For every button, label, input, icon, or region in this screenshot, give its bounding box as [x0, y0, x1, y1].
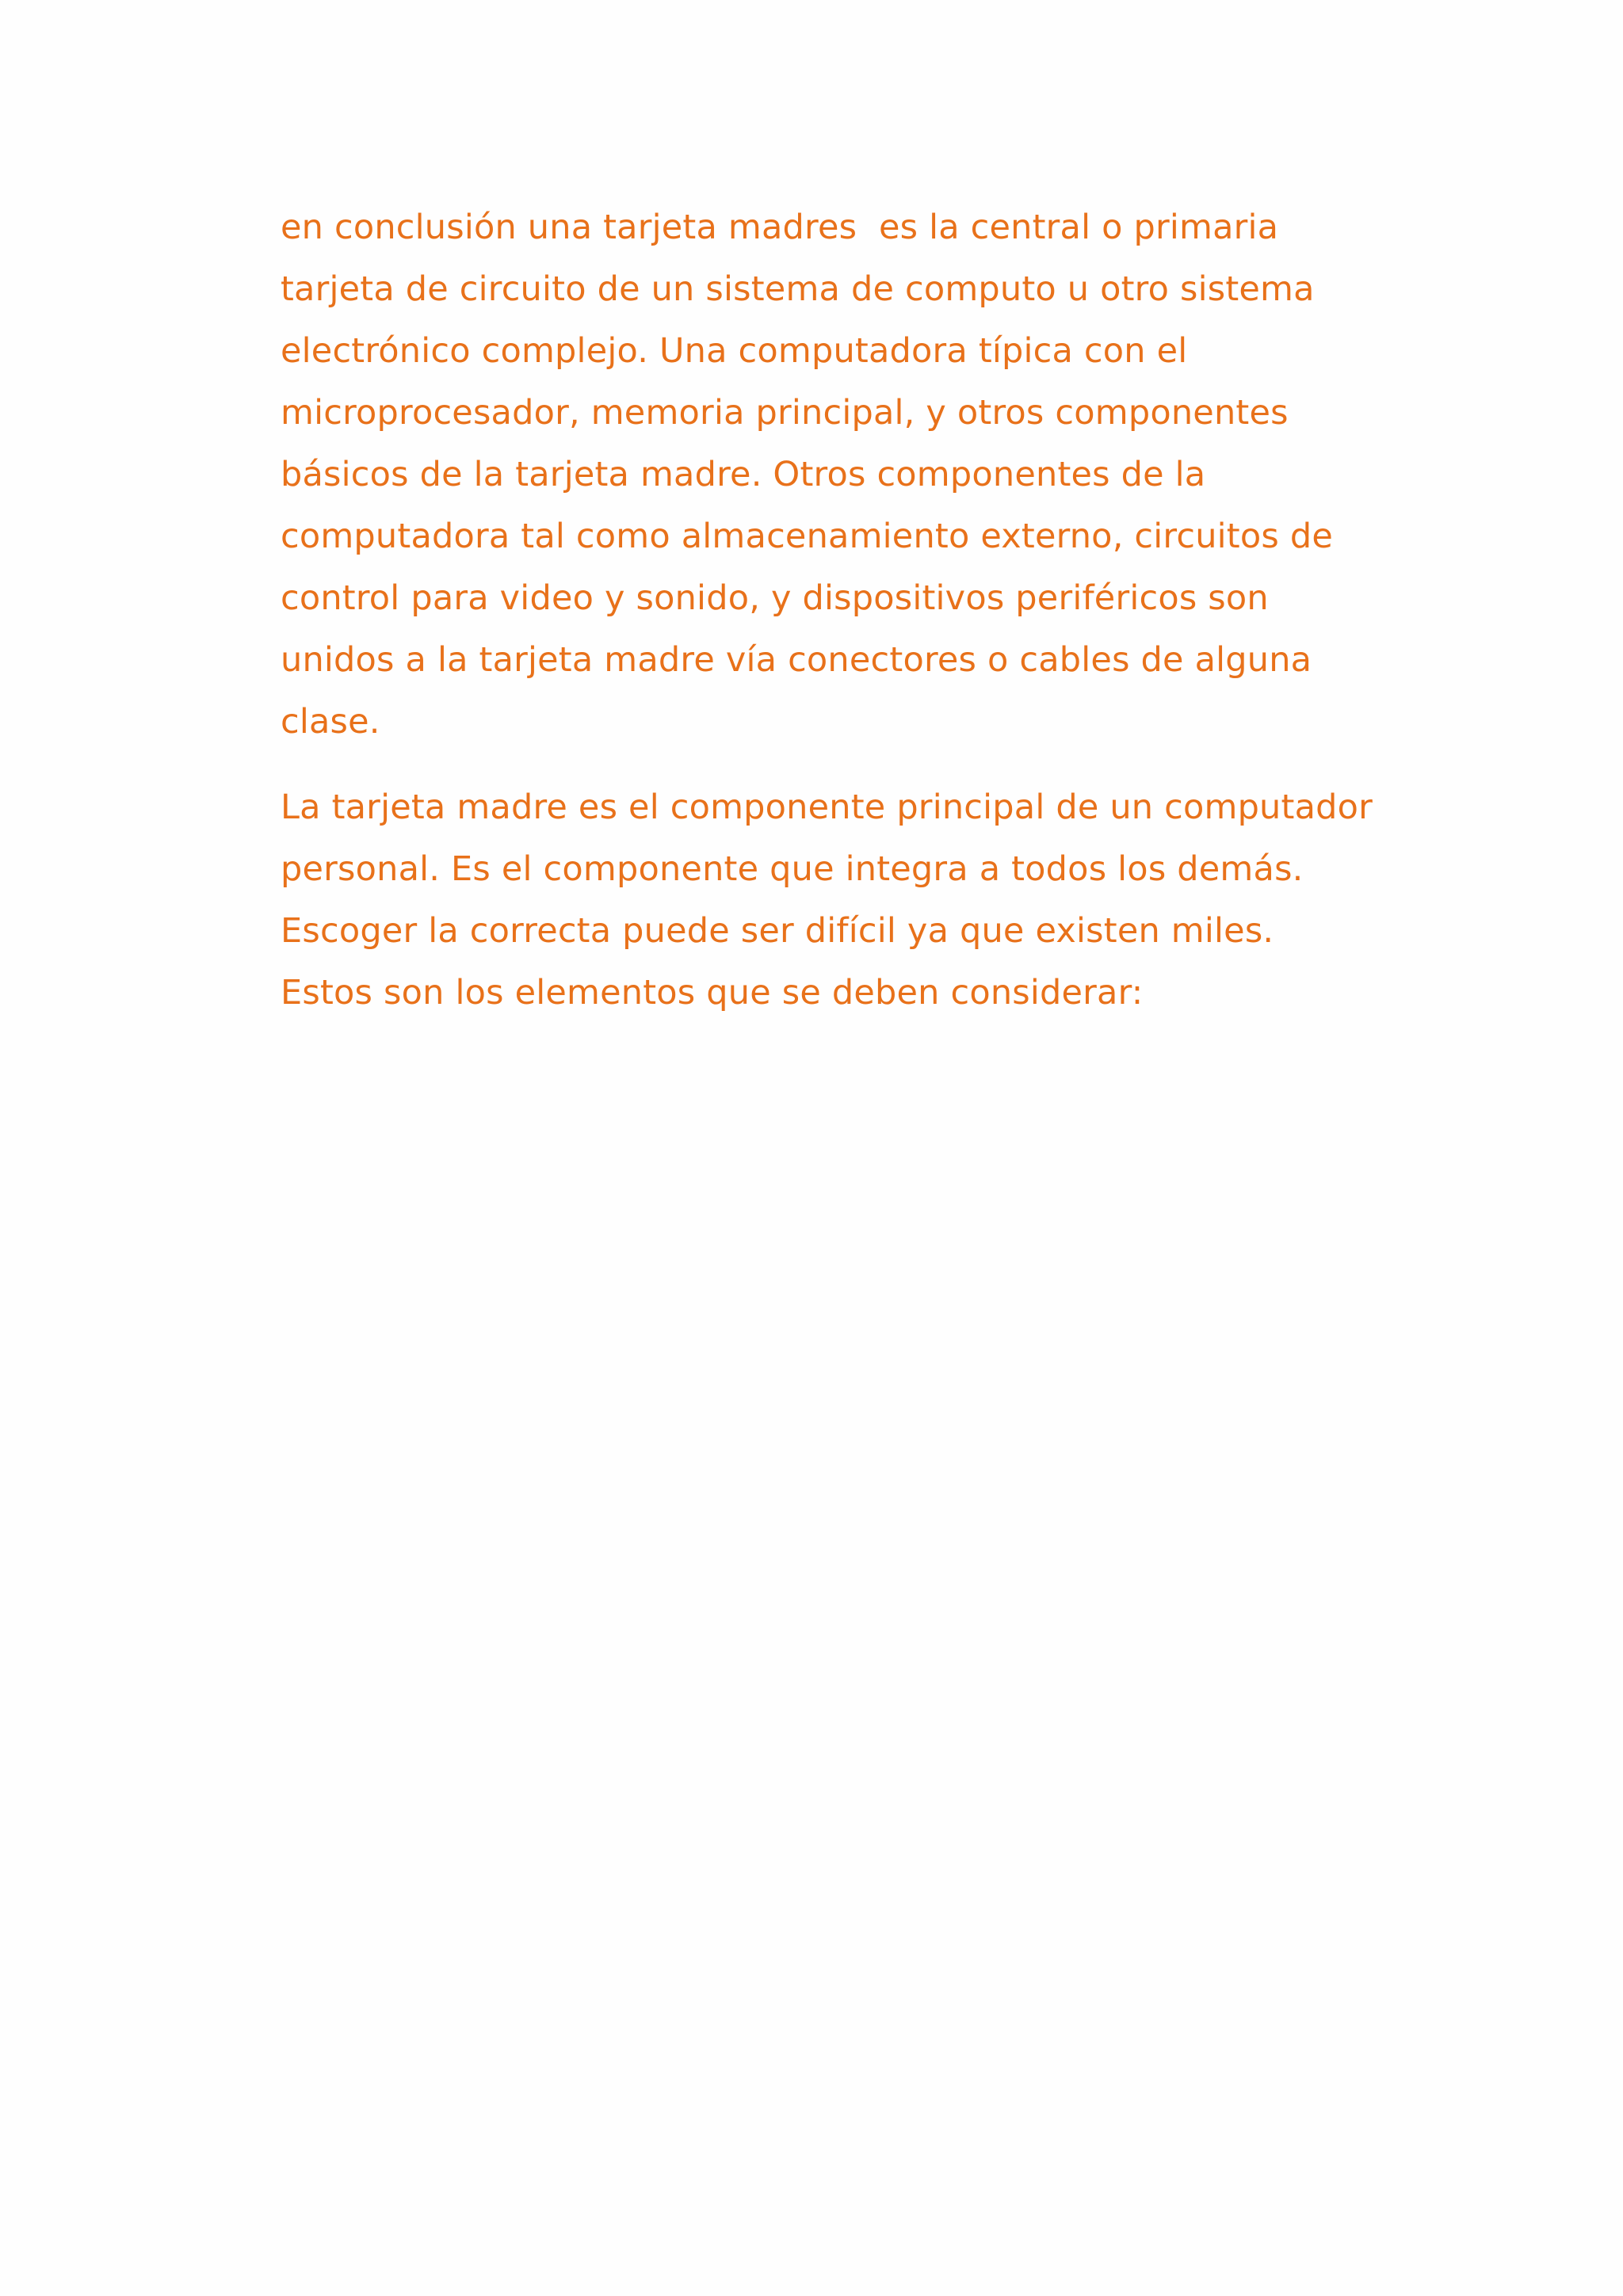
text-line: Estos son los elementos que se deben considerar:: [281, 973, 1144, 1013]
text-line: control para video y sonido, y dispositivos periféricos son: [281, 578, 1269, 618]
document-body: [281, 196, 1422, 1024]
text-line: electrónico complejo. Una computadora típica con el: [281, 331, 1188, 371]
text-line: Escoger la correcta puede ser difícil ya que existen miles.: [281, 911, 1274, 951]
text-line: básicos de la tarjeta madre. Otros componentes de la: [281, 455, 1206, 494]
text-line: La tarjeta madre es el componente principal de un computador: [281, 788, 1373, 827]
text-line: personal. Es el componente que integra a todos los demás.: [281, 849, 1304, 889]
text-line: microprocesador, memoria principal, y otros componentes: [281, 393, 1289, 433]
text-line: clase.: [281, 702, 380, 742]
paragraph-main-component: [281, 776, 1422, 1024]
text-line: unidos a la tarjeta madre vía conectores o cables de alguna: [281, 640, 1312, 680]
paragraph-conclusion: [281, 196, 1422, 753]
text-line: en conclusión una tarjeta madres es la central o primaria: [281, 208, 1279, 247]
text-line: computadora tal como almacenamiento externo, circuitos de: [281, 517, 1333, 556]
text-line: tarjeta de circuito de un sistema de computo u otro sistema: [281, 269, 1315, 309]
